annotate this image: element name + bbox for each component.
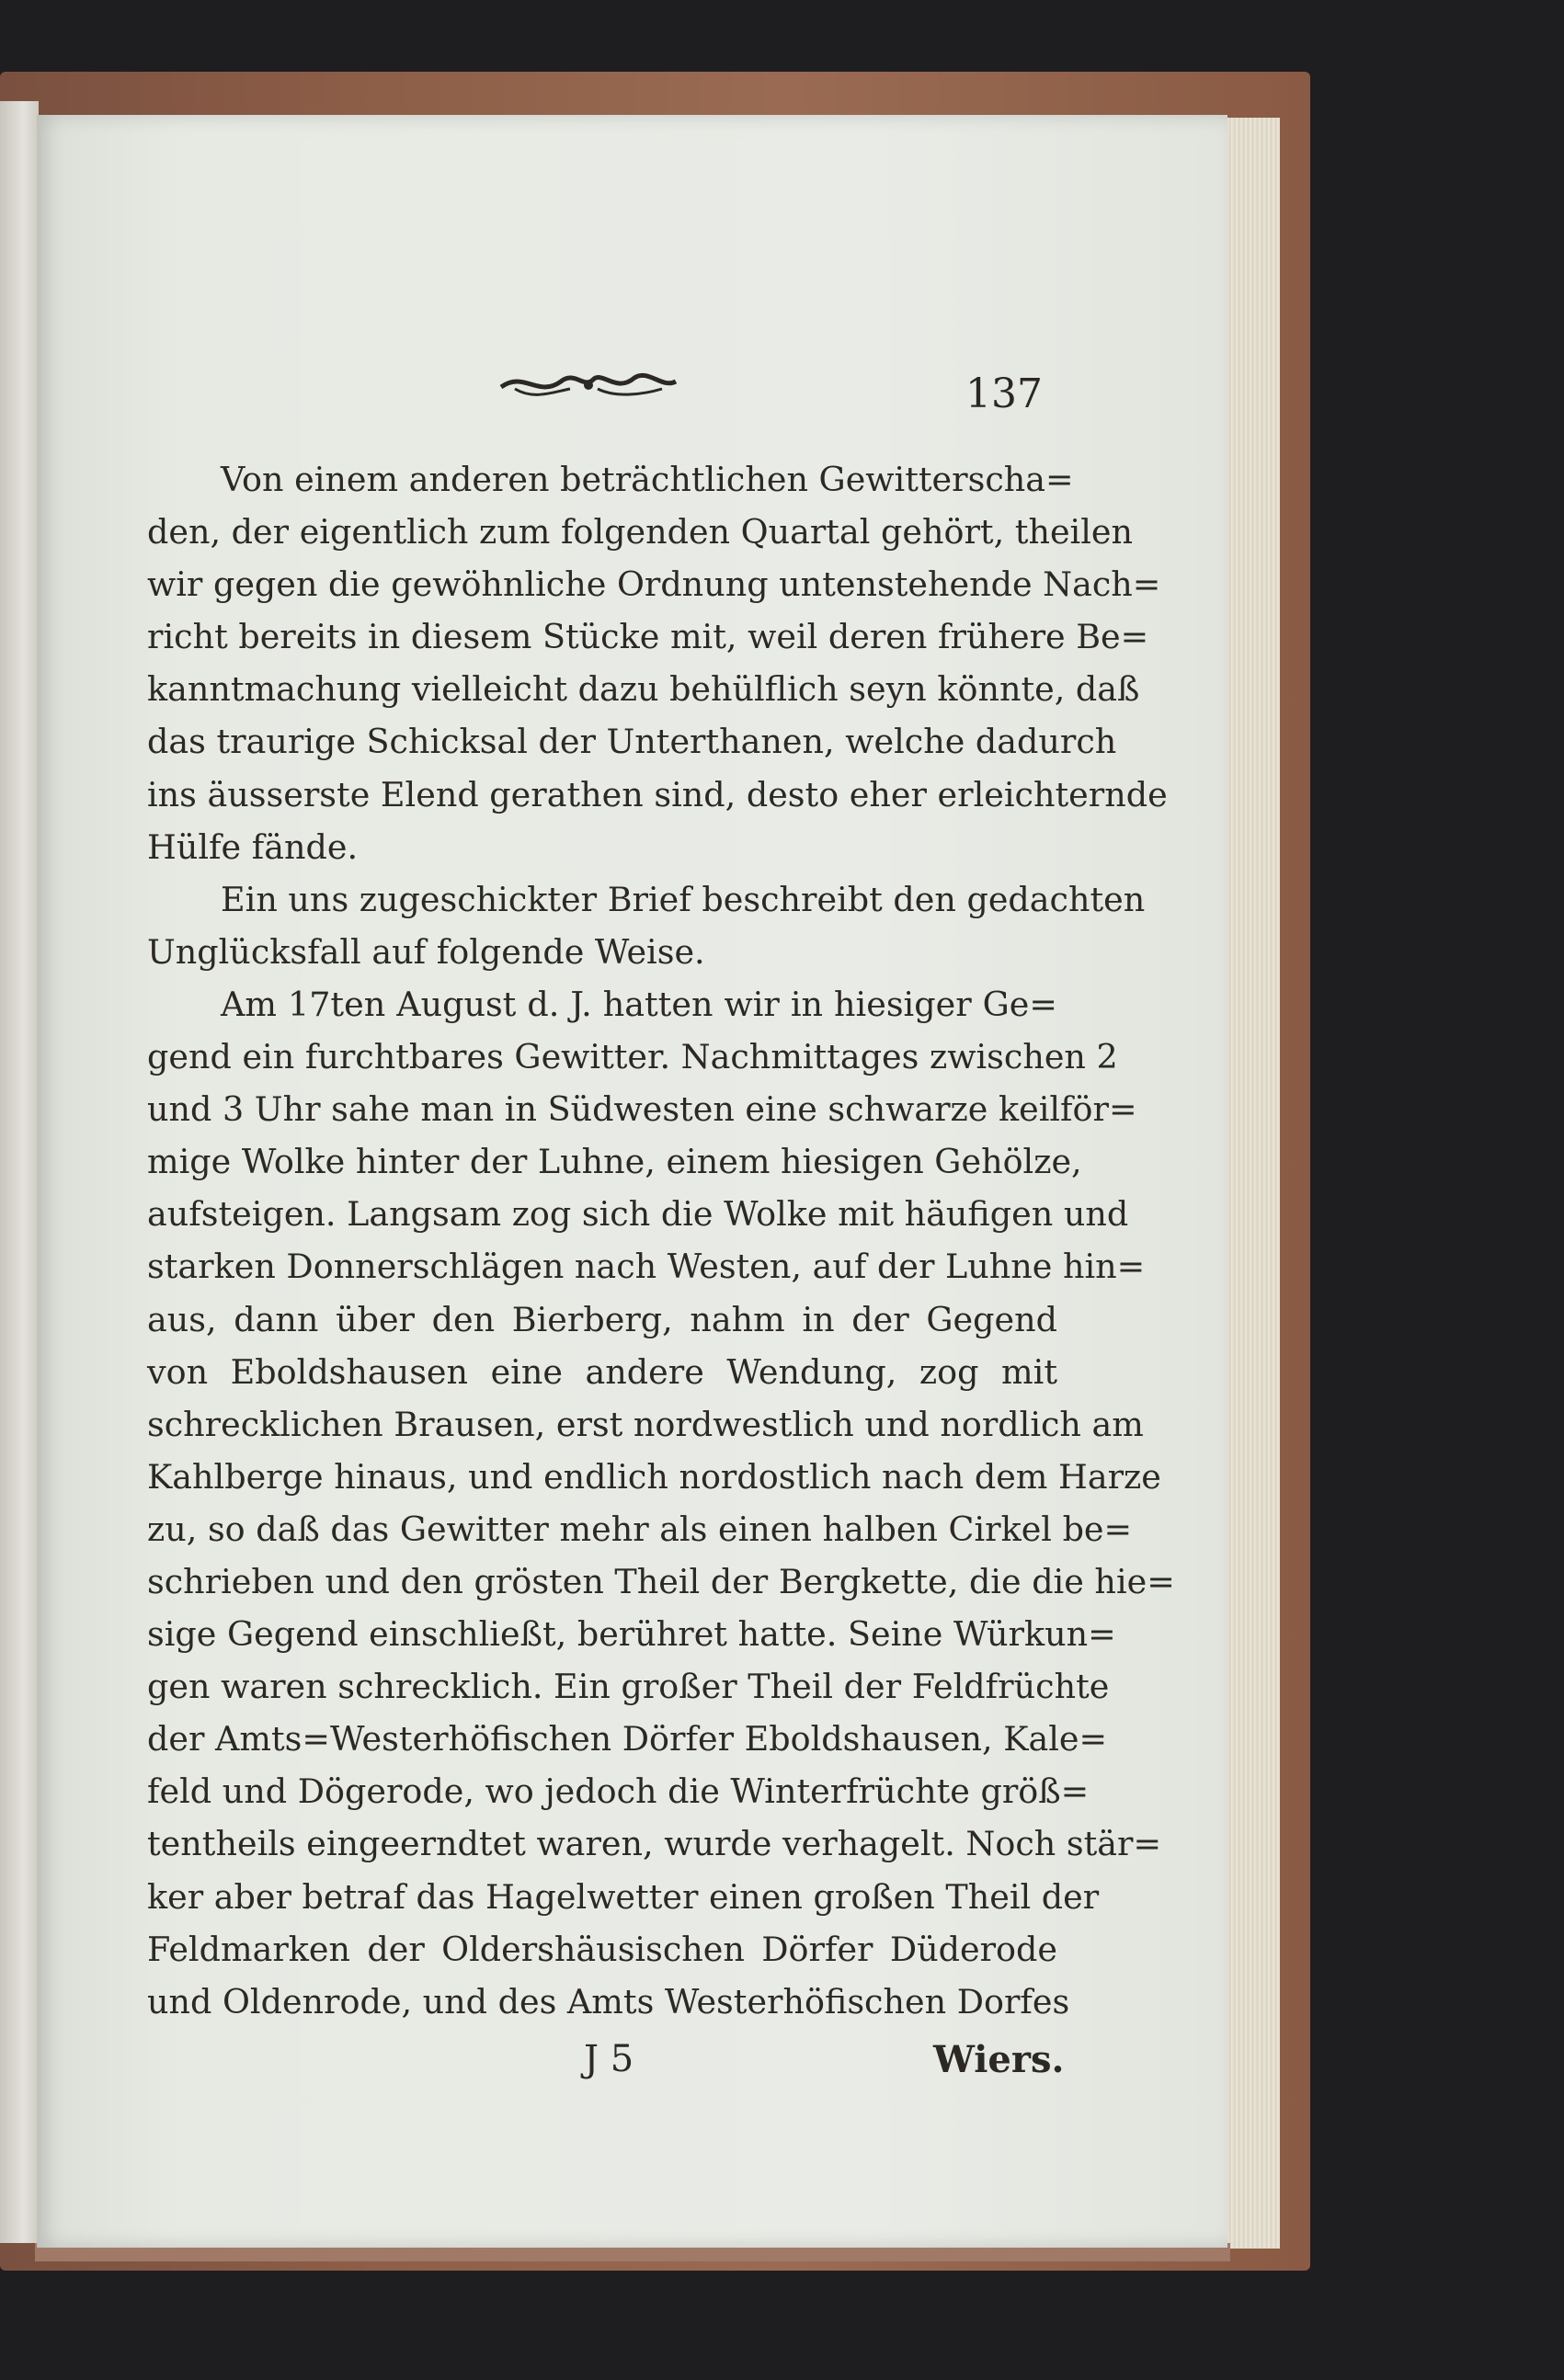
text-line: Unglücksfall auf folgende Weise. — [147, 931, 705, 972]
text-line: den, der eigentlich zum folgenden Quartal gehört, theilen — [147, 512, 1134, 552]
text-line: schrecklichen Brausen, erst nordwestlich und nordlich am — [147, 1404, 1144, 1444]
book-page — [37, 115, 1227, 2248]
text-line: starken Donnerschlägen nach Westen, auf der Luhne hin= — [147, 1247, 1146, 1287]
catchword: Wiers. — [933, 2038, 1065, 2081]
text-line: zu, so daß das Gewitter mehr als einen halben Cirkel be= — [147, 1509, 1133, 1549]
text-line: ins äusserste Elend gerathen sind, desto eher erleichternde — [147, 774, 1168, 814]
text-line: schrieben und den grösten Theil der Bergkette, die die hie= — [147, 1561, 1175, 1601]
signature-mark: J 5 — [584, 2038, 634, 2080]
text-line: Am 17ten August d. J. hatten wir in hiesiger Ge= — [221, 984, 1057, 1024]
text-line: und 3 Uhr sahe man in Südwesten eine schwarze keilför= — [147, 1089, 1137, 1130]
text-line: kanntmachung vielleicht dazu behülflich seyn könnte, daß — [147, 669, 1140, 710]
text-line: Kahlberge hinaus, und endlich nordostlich nach dem Harze — [147, 1456, 1161, 1497]
page-stack-edge — [1223, 118, 1280, 2249]
body-text — [147, 453, 1175, 2028]
text-line: Hülfe fände. — [147, 826, 359, 867]
text-line: gend ein furchtbares Gewitter. Nachmittages zwischen 2 — [147, 1037, 1118, 1077]
text-line: Feldmarken der Oldershäusischen Dörfer Düderode — [147, 1929, 1057, 1969]
text-line: richt bereits in diesem Stücke mit, weil deren frühere Be= — [147, 617, 1149, 657]
text-line: tentheils eingeerndtet waren, wurde verhagelt. Noch stär= — [147, 1824, 1162, 1864]
text-line: mige Wolke hinter der Luhne, einem hiesigen Gehölze, — [147, 1142, 1082, 1182]
text-line: feld und Dögerode, wo jedoch die Winterfrüchte größ= — [147, 1771, 1090, 1812]
text-line: gen waren schrecklich. Ein großer Theil der Feldfrüchte — [147, 1667, 1110, 1707]
facing-page-edge — [0, 101, 39, 2243]
ornament-icon — [497, 361, 680, 407]
text-line: Ein uns zugeschickter Brief beschreibt den gedachten — [221, 879, 1146, 919]
text-line: wir gegen die gewöhnliche Ordnung untenstehende Nach= — [147, 564, 1161, 605]
text-line: Von einem anderen beträchtlichen Gewitterscha= — [221, 460, 1074, 499]
text-line: ker aber betraf das Hagelwetter einen großen Theil der — [147, 1876, 1100, 1917]
page-number: 137 — [965, 370, 1043, 417]
text-line: aus, dann über den Bierberg, nahm in der Gegend — [147, 1299, 1057, 1339]
text-line: sige Gegend einschließt, berühret hatte. Seine Würkun= — [147, 1614, 1116, 1655]
text-line: von Eboldshausen eine andere Wendung, zog mit — [147, 1351, 1057, 1392]
text-line: aufsteigen. Langsam zog sich die Wolke mit häufigen und — [147, 1194, 1129, 1235]
text-line: und Oldenrode, und des Amts Westerhöfischen Dorfes — [147, 1981, 1070, 2021]
text-line: der Amts=Westerhöfischen Dörfer Eboldshausen, Kale= — [147, 1719, 1108, 1759]
text-line: das traurige Schicksal der Unterthanen, welche dadurch — [147, 722, 1117, 762]
